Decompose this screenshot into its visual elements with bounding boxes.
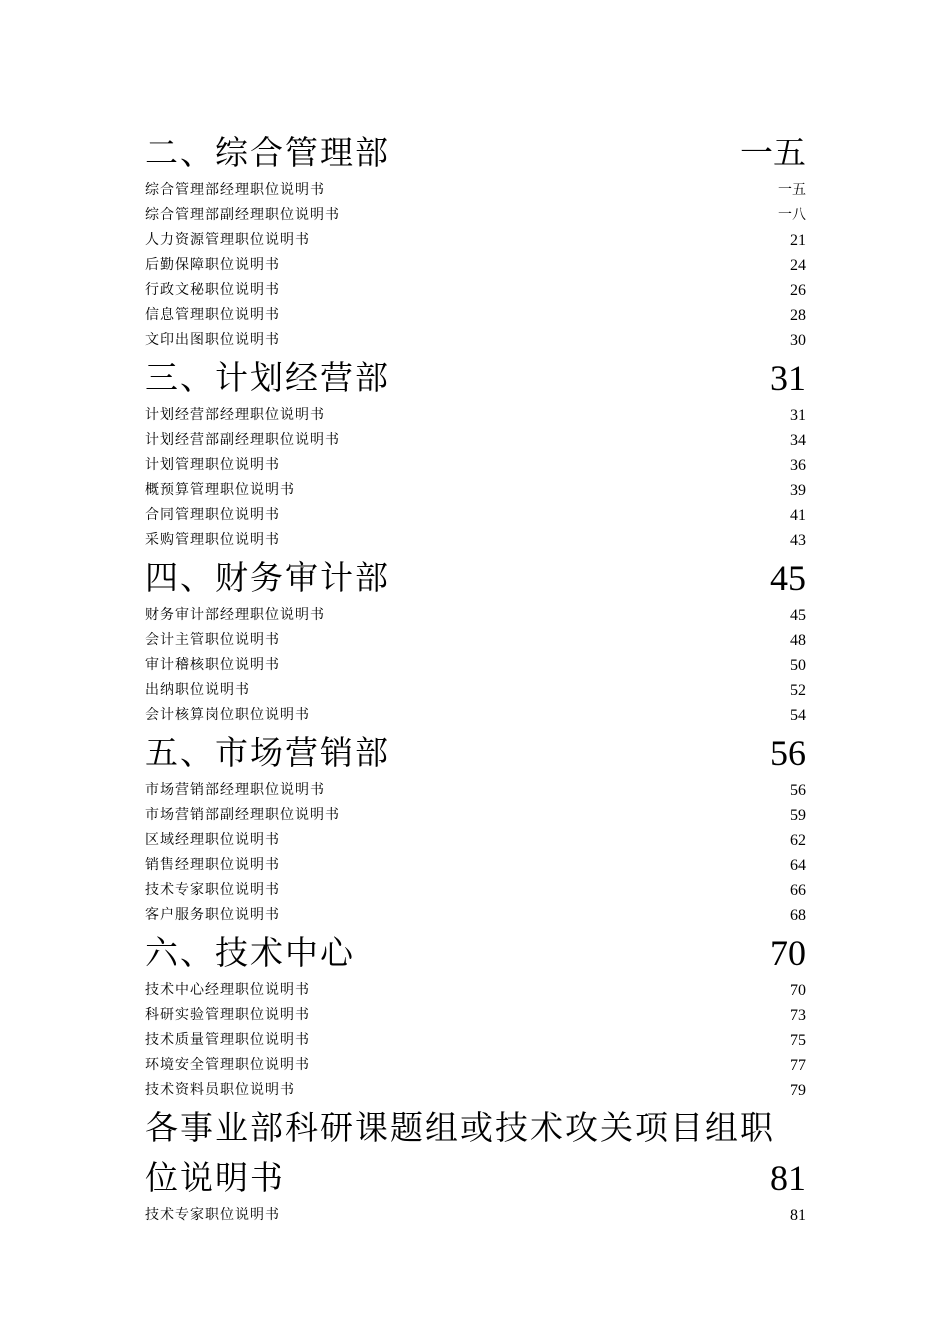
- toc-entry-page: 30: [790, 332, 806, 349]
- toc-entry-page: 77: [790, 1057, 806, 1074]
- toc-entry-page: 59: [790, 807, 806, 824]
- toc-entry[interactable]: [145, 428, 806, 453]
- toc-entry[interactable]: [145, 528, 806, 553]
- toc-entry-page: 75: [790, 1032, 806, 1049]
- toc-entry-label: 行政文秘职位说明书: [145, 282, 280, 298]
- toc-entry-page: 45: [790, 607, 806, 624]
- toc-entry-label: 计划经营部经理职位说明书: [145, 407, 325, 423]
- toc-entry-page: 36: [790, 457, 806, 474]
- toc-entry-label: 技术质量管理职位说明书: [145, 1032, 310, 1048]
- toc-entry[interactable]: [145, 453, 806, 478]
- toc-entry-label: 综合管理部经理职位说明书: [145, 182, 325, 198]
- toc-entry-page: 54: [790, 707, 806, 724]
- toc-entry-page: 26: [790, 282, 806, 299]
- toc-entry[interactable]: [145, 478, 806, 503]
- toc-heading-title: 四、财务审计部: [145, 558, 390, 597]
- toc-entry-page: 79: [790, 1082, 806, 1099]
- toc-heading-title: 五、市场营销部: [145, 733, 390, 772]
- toc-entry-label: 市场营销部经理职位说明书: [145, 782, 325, 798]
- toc-entry-label: 会计核算岗位职位说明书: [145, 707, 310, 723]
- toc-entry[interactable]: [145, 828, 806, 853]
- toc-entry[interactable]: [145, 253, 806, 278]
- toc-entry-label: 采购管理职位说明书: [145, 532, 280, 548]
- toc-heading-title: 三、计划经营部: [145, 358, 390, 397]
- toc-entry[interactable]: [145, 1078, 806, 1103]
- toc-entry[interactable]: [145, 1203, 806, 1228]
- toc-entry-page: 52: [790, 682, 806, 699]
- toc-heading-page: 81: [770, 1158, 806, 1198]
- toc-entry-label: 技术中心经理职位说明书: [145, 982, 310, 998]
- toc-entry-label: 科研实验管理职位说明书: [145, 1007, 310, 1023]
- toc-entry[interactable]: [145, 803, 806, 828]
- toc-entry-page: 21: [790, 232, 806, 249]
- toc-entry[interactable]: [145, 878, 806, 903]
- toc-entry-label: 审计稽核职位说明书: [145, 657, 280, 673]
- toc-entry-page: 24: [790, 257, 806, 274]
- toc-entry-label: 文印出图职位说明书: [145, 332, 280, 348]
- toc-entry-label: 技术专家职位说明书: [145, 1207, 280, 1223]
- toc-entry-label: 信息管理职位说明书: [145, 307, 280, 323]
- toc-entry-label: 财务审计部经理职位说明书: [145, 607, 325, 623]
- toc-entry[interactable]: [145, 903, 806, 928]
- toc-entry-label: 技术专家职位说明书: [145, 882, 280, 898]
- toc-entry[interactable]: [145, 203, 806, 228]
- toc-entry-label: 销售经理职位说明书: [145, 857, 280, 873]
- toc-entry-label: 环境安全管理职位说明书: [145, 1057, 310, 1073]
- toc-entry-page: 64: [790, 857, 806, 874]
- toc-entry-label: 客户服务职位说明书: [145, 907, 280, 923]
- toc-entry-label: 计划管理职位说明书: [145, 457, 280, 473]
- toc-entry[interactable]: [145, 228, 806, 253]
- toc-entry[interactable]: [145, 1053, 806, 1078]
- toc-entry-page: 62: [790, 832, 806, 849]
- toc-heading[interactable]: [145, 553, 806, 603]
- toc-section-marketing: [145, 728, 806, 928]
- toc-entry-page: 70: [790, 982, 806, 999]
- toc-section-planning-operations: [145, 353, 806, 553]
- toc-heading[interactable]: [145, 928, 806, 978]
- toc-entry[interactable]: [145, 1028, 806, 1053]
- toc-section-research-project-groups: [145, 1103, 806, 1228]
- toc-entry-label: 概预算管理职位说明书: [145, 482, 295, 498]
- toc-entry-page: 31: [790, 407, 806, 424]
- toc-entry[interactable]: [145, 328, 806, 353]
- toc-entry[interactable]: [145, 978, 806, 1003]
- toc-entry-page: 66: [790, 882, 806, 899]
- toc-entry[interactable]: [145, 303, 806, 328]
- toc-section-technology-center: [145, 928, 806, 1103]
- toc-entry-page: 39: [790, 482, 806, 499]
- toc-entry-page: 48: [790, 632, 806, 649]
- toc-entry-page: 41: [790, 507, 806, 524]
- toc-entry-label: 合同管理职位说明书: [145, 507, 280, 523]
- toc-entry-page: 28: [790, 307, 806, 324]
- toc-entry-page: 一八: [778, 207, 806, 223]
- toc-entry-label: 出纳职位说明书: [145, 682, 250, 698]
- toc-heading-title: 六、技术中心: [145, 933, 355, 972]
- toc-heading-title-line1: 各事业部科研课题组或技术攻关项目组职: [145, 1108, 775, 1147]
- toc-entry[interactable]: [145, 778, 806, 803]
- toc-entry[interactable]: [145, 278, 806, 303]
- toc-entry-page: 68: [790, 907, 806, 924]
- table-of-contents: [145, 128, 806, 1228]
- toc-heading-title-line2: 位说明书: [145, 1158, 285, 1197]
- toc-heading[interactable]: [145, 728, 806, 778]
- toc-heading-page: 56: [770, 733, 806, 773]
- toc-entry[interactable]: [145, 853, 806, 878]
- toc-entry-page: 一五: [778, 182, 806, 198]
- toc-entry[interactable]: [145, 628, 806, 653]
- toc-entry-page: 50: [790, 657, 806, 674]
- toc-heading-page: 70: [770, 933, 806, 973]
- toc-entry-label: 技术资料员职位说明书: [145, 1082, 295, 1098]
- toc-entry-label: 计划经营部副经理职位说明书: [145, 432, 340, 448]
- toc-entry[interactable]: [145, 1003, 806, 1028]
- toc-entry-page: 73: [790, 1007, 806, 1024]
- toc-heading[interactable]: [145, 353, 806, 403]
- toc-entry[interactable]: [145, 503, 806, 528]
- toc-heading-title: 二、综合管理部: [145, 133, 390, 172]
- toc-heading-page: 一五: [740, 133, 806, 172]
- toc-entry[interactable]: [145, 703, 806, 728]
- toc-entry[interactable]: [145, 403, 806, 428]
- toc-entry-page: 81: [790, 1207, 806, 1224]
- toc-heading[interactable]: [145, 1103, 806, 1203]
- toc-entry[interactable]: [145, 653, 806, 678]
- toc-section-finance-audit: [145, 553, 806, 728]
- toc-heading[interactable]: [145, 128, 806, 178]
- toc-entry[interactable]: [145, 678, 806, 703]
- toc-entry[interactable]: [145, 603, 806, 628]
- toc-entry-label: 市场营销部副经理职位说明书: [145, 807, 340, 823]
- toc-entry-page: 56: [790, 782, 806, 799]
- toc-entry-label: 区域经理职位说明书: [145, 832, 280, 848]
- toc-entry-label: 人力资源管理职位说明书: [145, 232, 310, 248]
- toc-section-comprehensive-management: [145, 128, 806, 353]
- toc-entry[interactable]: [145, 178, 806, 203]
- toc-entry-label: 后勤保障职位说明书: [145, 257, 280, 273]
- toc-entry-page: 34: [790, 432, 806, 449]
- toc-entry-page: 43: [790, 532, 806, 549]
- toc-entry-label: 综合管理部副经理职位说明书: [145, 207, 340, 223]
- toc-heading-page: 31: [770, 358, 806, 398]
- toc-entry-label: 会计主管职位说明书: [145, 632, 280, 648]
- toc-heading-page: 45: [770, 558, 806, 598]
